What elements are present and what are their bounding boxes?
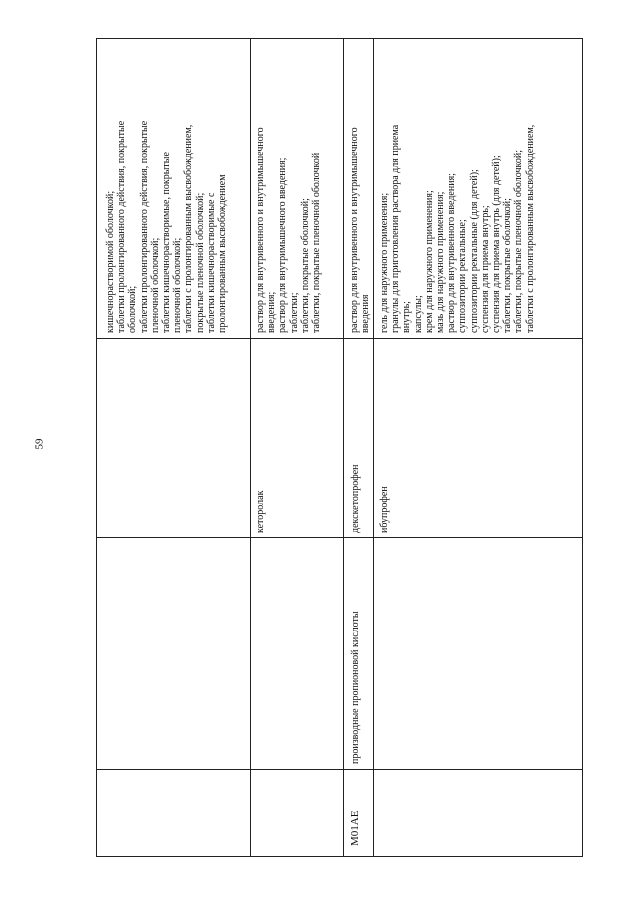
row2-drug bbox=[255, 491, 266, 533]
drug-name: кеторолак bbox=[255, 490, 266, 533]
form-line: пленочной оболочкой; bbox=[172, 237, 184, 333]
form-line: таблетки, покрытые оболочкой; bbox=[299, 198, 311, 333]
form-line: таблетки, покрытые пленочной оболочкой bbox=[311, 152, 323, 333]
row2-forms bbox=[255, 127, 322, 333]
form-line: гель для наружного применения; bbox=[379, 192, 390, 333]
row3-code bbox=[350, 811, 361, 846]
form-line: суспензия для приема внутрь (для детей); bbox=[491, 155, 503, 333]
table-border-right bbox=[582, 38, 583, 857]
form-line: суспензия для приема внутрь; bbox=[479, 205, 491, 333]
form-line: таблетки пролонгированного действия, покрытые bbox=[116, 120, 128, 333]
form-line: внутрь; bbox=[401, 301, 413, 333]
form-line: суппозитории ректальные; bbox=[457, 219, 469, 333]
col-sep-2 bbox=[96, 537, 583, 538]
table-border-left bbox=[96, 38, 97, 857]
form-line: раствор для внутривенного и внутримышечного bbox=[349, 127, 360, 333]
form-line: покрытые пленочной оболочкой; bbox=[194, 192, 206, 333]
row-sep-1 bbox=[250, 38, 251, 857]
form-line: введения; bbox=[266, 291, 278, 333]
row-sep-3 bbox=[373, 38, 374, 857]
form-line: кишечнорастворимой оболочкой; bbox=[105, 190, 116, 333]
form-line: пролонгированным высвобождением bbox=[217, 174, 229, 333]
col-sep-1 bbox=[96, 769, 583, 770]
page-number: 59 bbox=[33, 438, 46, 450]
form-line: гранулы для приготовления раствора для приема bbox=[390, 124, 402, 333]
drug-name: декскетопрофен bbox=[350, 464, 361, 533]
row3-forms bbox=[349, 127, 371, 333]
form-line: раствор для внутривенного и внутримышечного bbox=[255, 127, 266, 333]
form-line: капсулы; bbox=[412, 295, 424, 333]
table-border-top bbox=[96, 38, 583, 39]
form-line: оболочкой; bbox=[127, 285, 139, 333]
form-line: раствор для внутривенного введения; bbox=[446, 173, 458, 333]
form-line: раствор для внутримышечного введения; bbox=[277, 157, 289, 333]
form-line: суппозитории ректальные (для детей); bbox=[468, 169, 480, 333]
form-line: таблетки кишечнорастворимые с bbox=[205, 192, 217, 333]
row3-group bbox=[350, 611, 361, 764]
row3-drug bbox=[350, 465, 361, 533]
drug-name: ибупрофен bbox=[379, 486, 390, 533]
form-line: пленочной оболочкой; bbox=[149, 237, 161, 333]
row-sep-2 bbox=[343, 38, 344, 857]
form-line: таблетки; bbox=[288, 292, 300, 333]
form-line: крем для наружного применения; bbox=[423, 190, 435, 333]
row4-forms bbox=[379, 125, 536, 333]
col-sep-3 bbox=[96, 338, 583, 339]
table-border-bottom bbox=[96, 856, 583, 857]
group-name: производные пропионовой кислоты bbox=[350, 611, 361, 764]
form-line: введения bbox=[360, 294, 372, 333]
atc-code: M01AE bbox=[349, 810, 361, 846]
row1-forms bbox=[105, 121, 228, 333]
form-line: мазь для наружного применения; bbox=[435, 191, 447, 333]
form-line: таблетки, покрытые пленочной оболочкой; bbox=[513, 149, 525, 333]
form-line: таблетки, покрытые оболочкой; bbox=[502, 198, 514, 333]
form-line: таблетки пролонгированного действия, покрытые bbox=[138, 120, 150, 333]
row4-drug bbox=[379, 486, 390, 533]
form-line: таблетки с пролонгированным высвобождением, bbox=[524, 124, 536, 333]
form-line: таблетки с пролонгированным высвобождением, bbox=[183, 124, 195, 333]
form-line: таблетки кишечнорастворимые, покрытые bbox=[161, 152, 173, 333]
